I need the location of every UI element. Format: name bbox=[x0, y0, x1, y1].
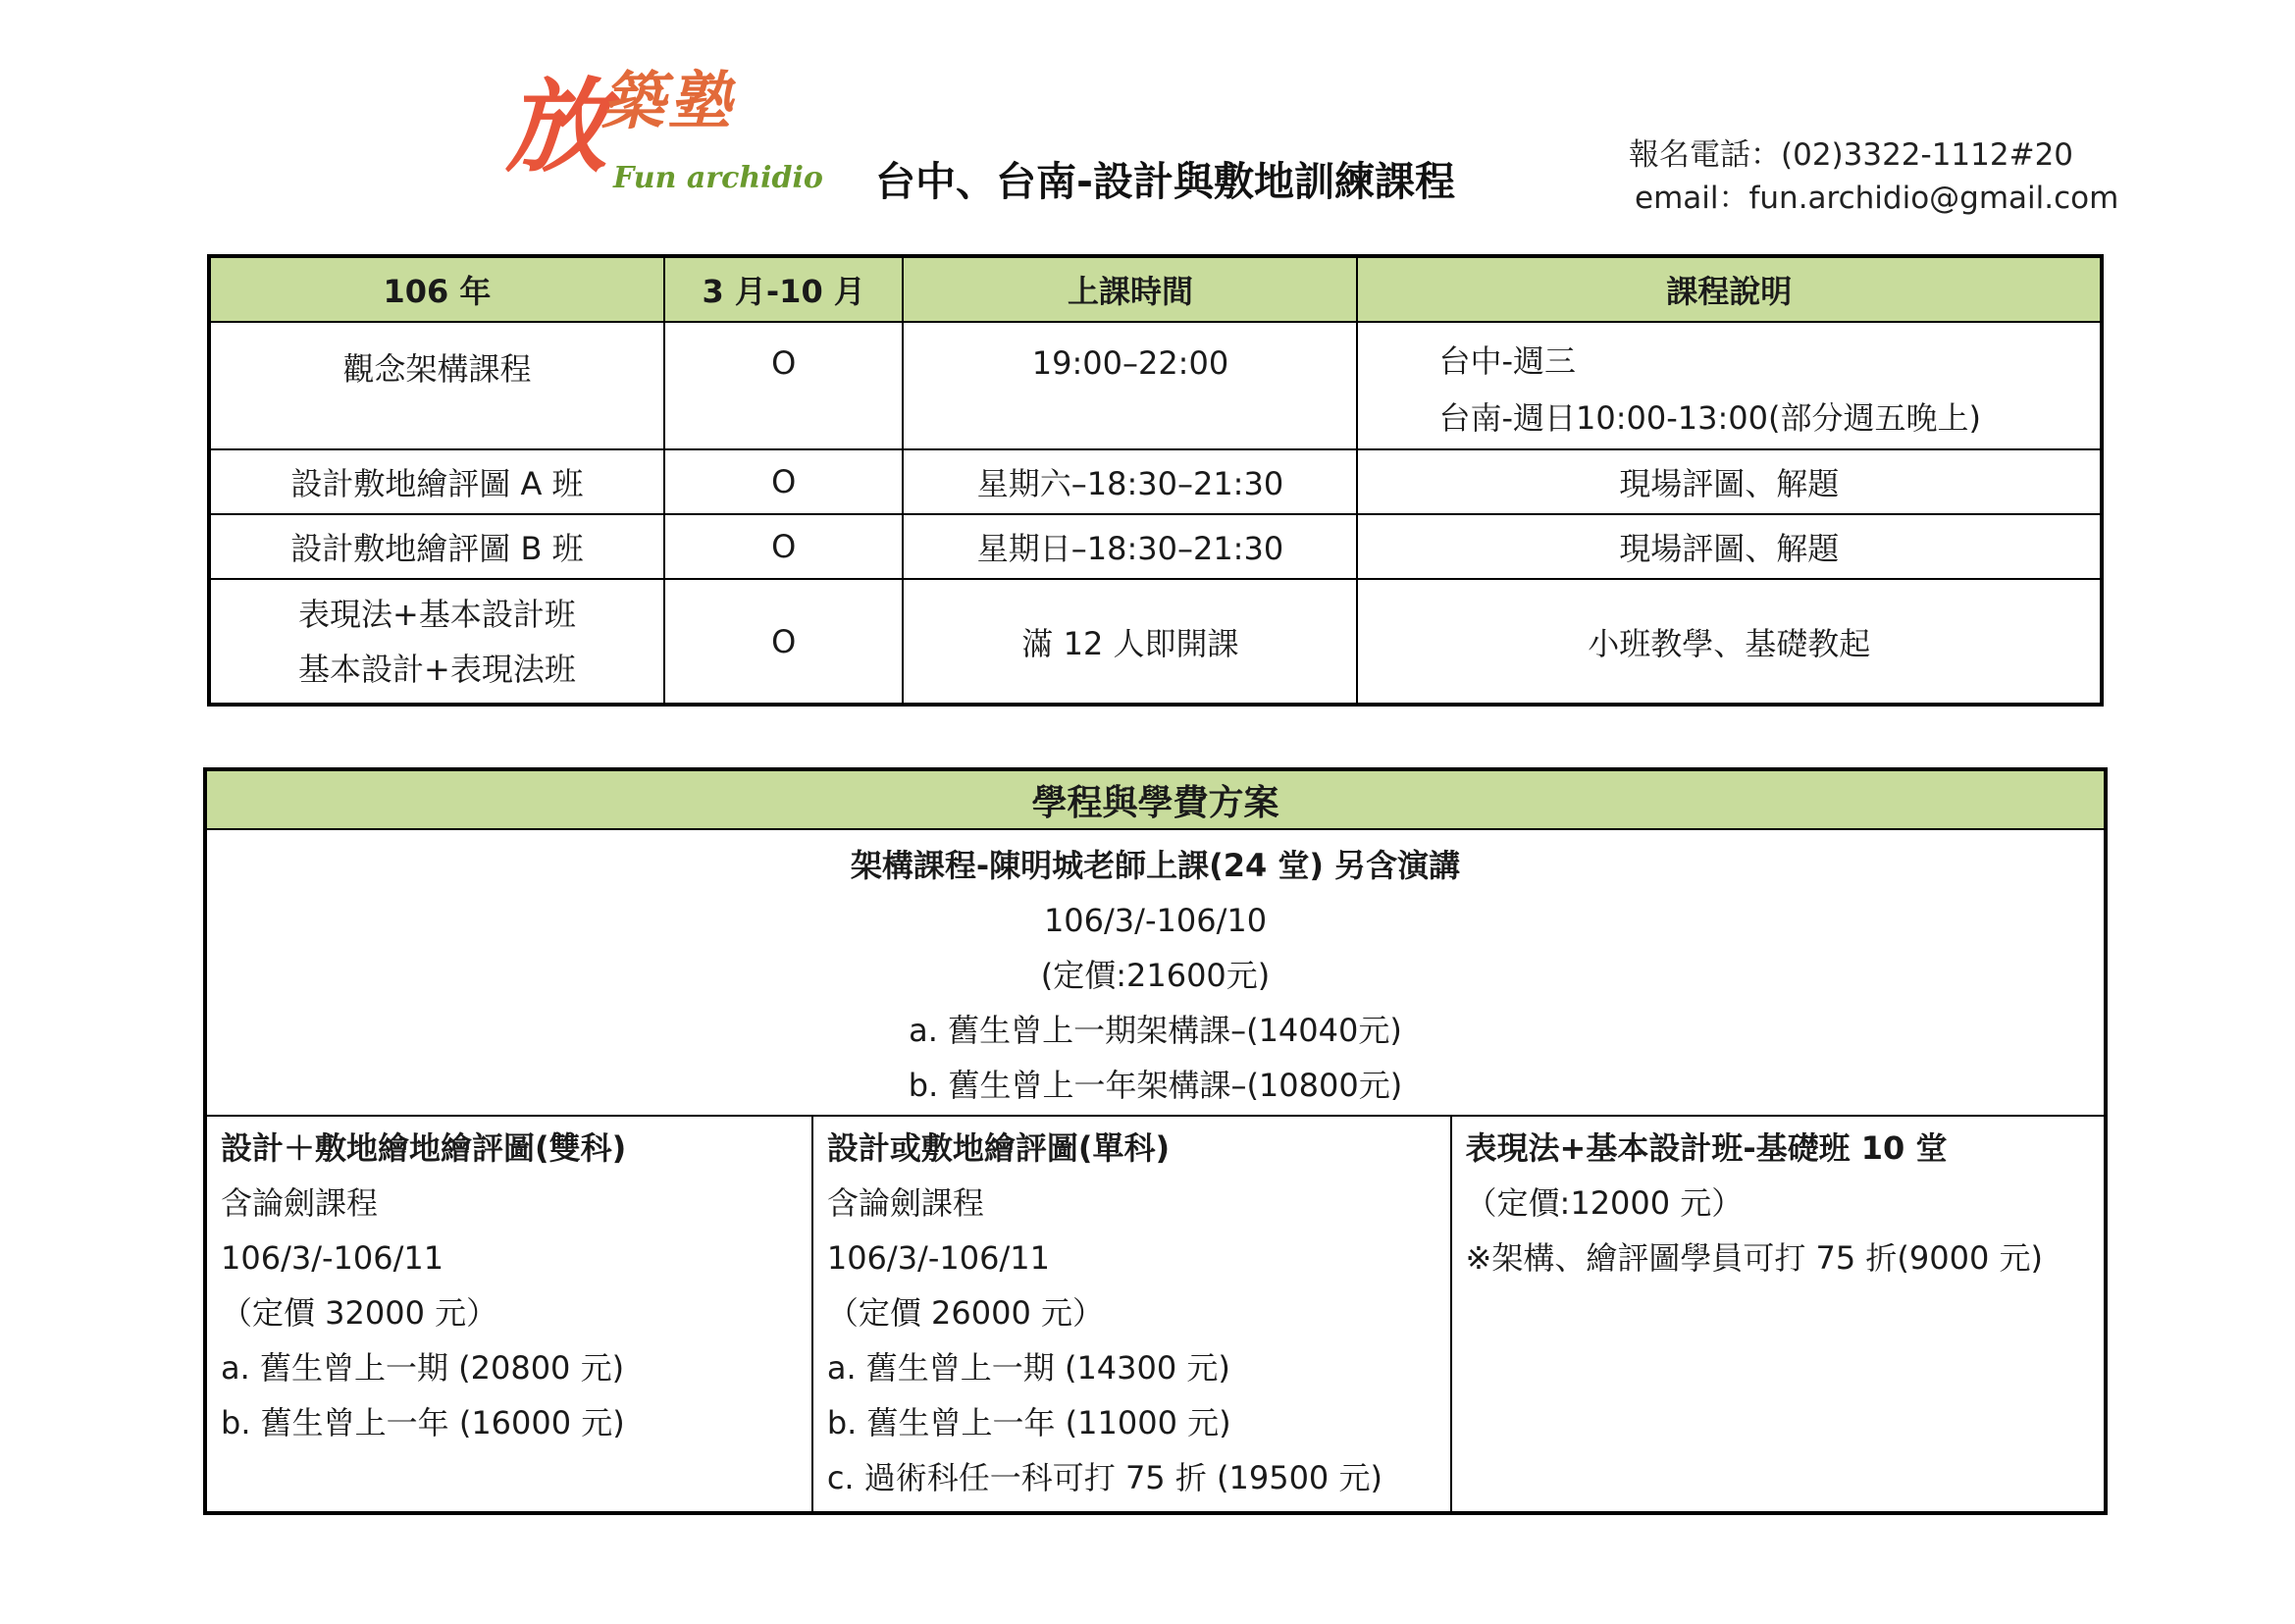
plan-title: 設計＋敷地繪地繪評圖(雙科) bbox=[221, 1129, 627, 1167]
course-name-line: 基本設計+表現法班 bbox=[298, 650, 576, 688]
table-row bbox=[209, 322, 2102, 449]
plan-line: b. 舊生曾上一年 (16000 元) bbox=[221, 1404, 625, 1441]
course-name: 設計敷地繪評圖 A 班 bbox=[209, 449, 664, 514]
fee-columns-row bbox=[205, 1116, 2106, 1513]
course-time: 星期六–18:30–21:30 bbox=[903, 449, 1357, 514]
course-time: 19:00–22:00 bbox=[903, 322, 1357, 449]
course-description: 現場評圖、解題 bbox=[1357, 449, 2102, 514]
logo-wordmark: Fun archidio bbox=[613, 161, 823, 195]
plan-line: c. 過術科任一科可打 75 折 (19500 元) bbox=[826, 1459, 1382, 1496]
page-title: 台中、台南-設計與敷地訓練課程 bbox=[875, 158, 1456, 205]
header-course-description: 課程說明 bbox=[1357, 256, 2102, 322]
fee-header-row bbox=[205, 769, 2106, 829]
basic-design-plan bbox=[1451, 1116, 2106, 1513]
header-months: 3 月-10 月 bbox=[664, 256, 904, 322]
plan-line: b. 舊生曾上一年架構課–(10800元) bbox=[908, 1067, 1403, 1104]
plan-line: b. 舊生曾上一年 (11000 元) bbox=[826, 1404, 1231, 1441]
plan-line: a. 舊生曾上一期 (20800 元) bbox=[221, 1349, 625, 1387]
double-subject-plan bbox=[205, 1116, 812, 1513]
course-mark: O bbox=[664, 322, 904, 449]
plan-line: a. 舊生曾上一期架構課–(14040元) bbox=[909, 1012, 1402, 1049]
schedule-table bbox=[207, 254, 2104, 707]
logo-mark: 放$^{築塾}$ bbox=[505, 65, 736, 186]
plan-line: 含論劍課程 bbox=[221, 1184, 379, 1222]
course-description: 現場評圖、解題 bbox=[1357, 514, 2102, 579]
course-name: 設計敷地繪評圖 B 班 bbox=[209, 514, 664, 579]
plan-line: 106/3/-106/10 bbox=[1043, 902, 1268, 939]
plan-line: a. 舊生曾上一期 (14300 元) bbox=[826, 1349, 1230, 1387]
plan-line: （定價:12000 元） bbox=[1465, 1184, 1744, 1222]
contact-email[interactable]: email：fun.archidio@gmail.com bbox=[1635, 181, 2119, 216]
plan-title: 架構課程-陳明城老師上課(24 堂) 另含演講 bbox=[850, 847, 1461, 884]
plan-line: 106/3/-106/11 bbox=[221, 1239, 444, 1277]
single-subject-plan bbox=[812, 1116, 1451, 1513]
plan-title: 表現法+基本設計班-基礎班 10 堂 bbox=[1465, 1129, 1948, 1167]
plan-line: （定價 32000 元） bbox=[221, 1294, 498, 1332]
schedule-header-row bbox=[209, 256, 2102, 322]
fee-plans-table bbox=[203, 767, 2108, 1515]
logo bbox=[505, 65, 829, 208]
course-name-line: 表現法+基本設計班 bbox=[298, 595, 576, 633]
header-class-time: 上課時間 bbox=[903, 256, 1357, 322]
header-year: 106 年 bbox=[209, 256, 664, 322]
course-description: 小班教學、基礎教起 bbox=[1357, 579, 2102, 705]
course-mark: O bbox=[664, 449, 904, 514]
plan-line: 106/3/-106/11 bbox=[826, 1239, 1050, 1277]
course-description bbox=[1357, 322, 2102, 449]
course-mark: O bbox=[664, 514, 904, 579]
course-time: 滿 12 人即開課 bbox=[903, 579, 1357, 705]
contact-info bbox=[1629, 133, 2118, 220]
plan-line: （定價 26000 元） bbox=[826, 1294, 1104, 1332]
fee-main-row bbox=[205, 829, 2106, 1116]
description-line: 台中-週三 bbox=[1438, 342, 1577, 380]
fee-header: 學程與學費方案 bbox=[205, 769, 2106, 829]
table-row bbox=[209, 449, 2102, 514]
plan-title: 設計或敷地繪評圖(單科) bbox=[826, 1129, 1171, 1167]
course-mark: O bbox=[664, 579, 904, 705]
course-name: 觀念架構課程 bbox=[209, 322, 664, 449]
table-row bbox=[209, 514, 2102, 579]
plan-line: 含論劍課程 bbox=[826, 1184, 984, 1222]
plan-line: (定價:21600元) bbox=[1040, 957, 1271, 994]
framework-course-plan bbox=[205, 829, 2106, 1116]
plan-line: ※架構、繪評圖學員可打 75 折(9000 元) bbox=[1465, 1239, 2044, 1277]
contact-phone: 報名電話：(02)3322-1112#20 bbox=[1629, 137, 2074, 173]
course-name bbox=[209, 579, 664, 705]
table-row bbox=[209, 579, 2102, 705]
description-line: 台南-週日10:00-13:00(部分週五晚上) bbox=[1438, 399, 1981, 437]
course-time: 星期日–18:30–21:30 bbox=[903, 514, 1357, 579]
